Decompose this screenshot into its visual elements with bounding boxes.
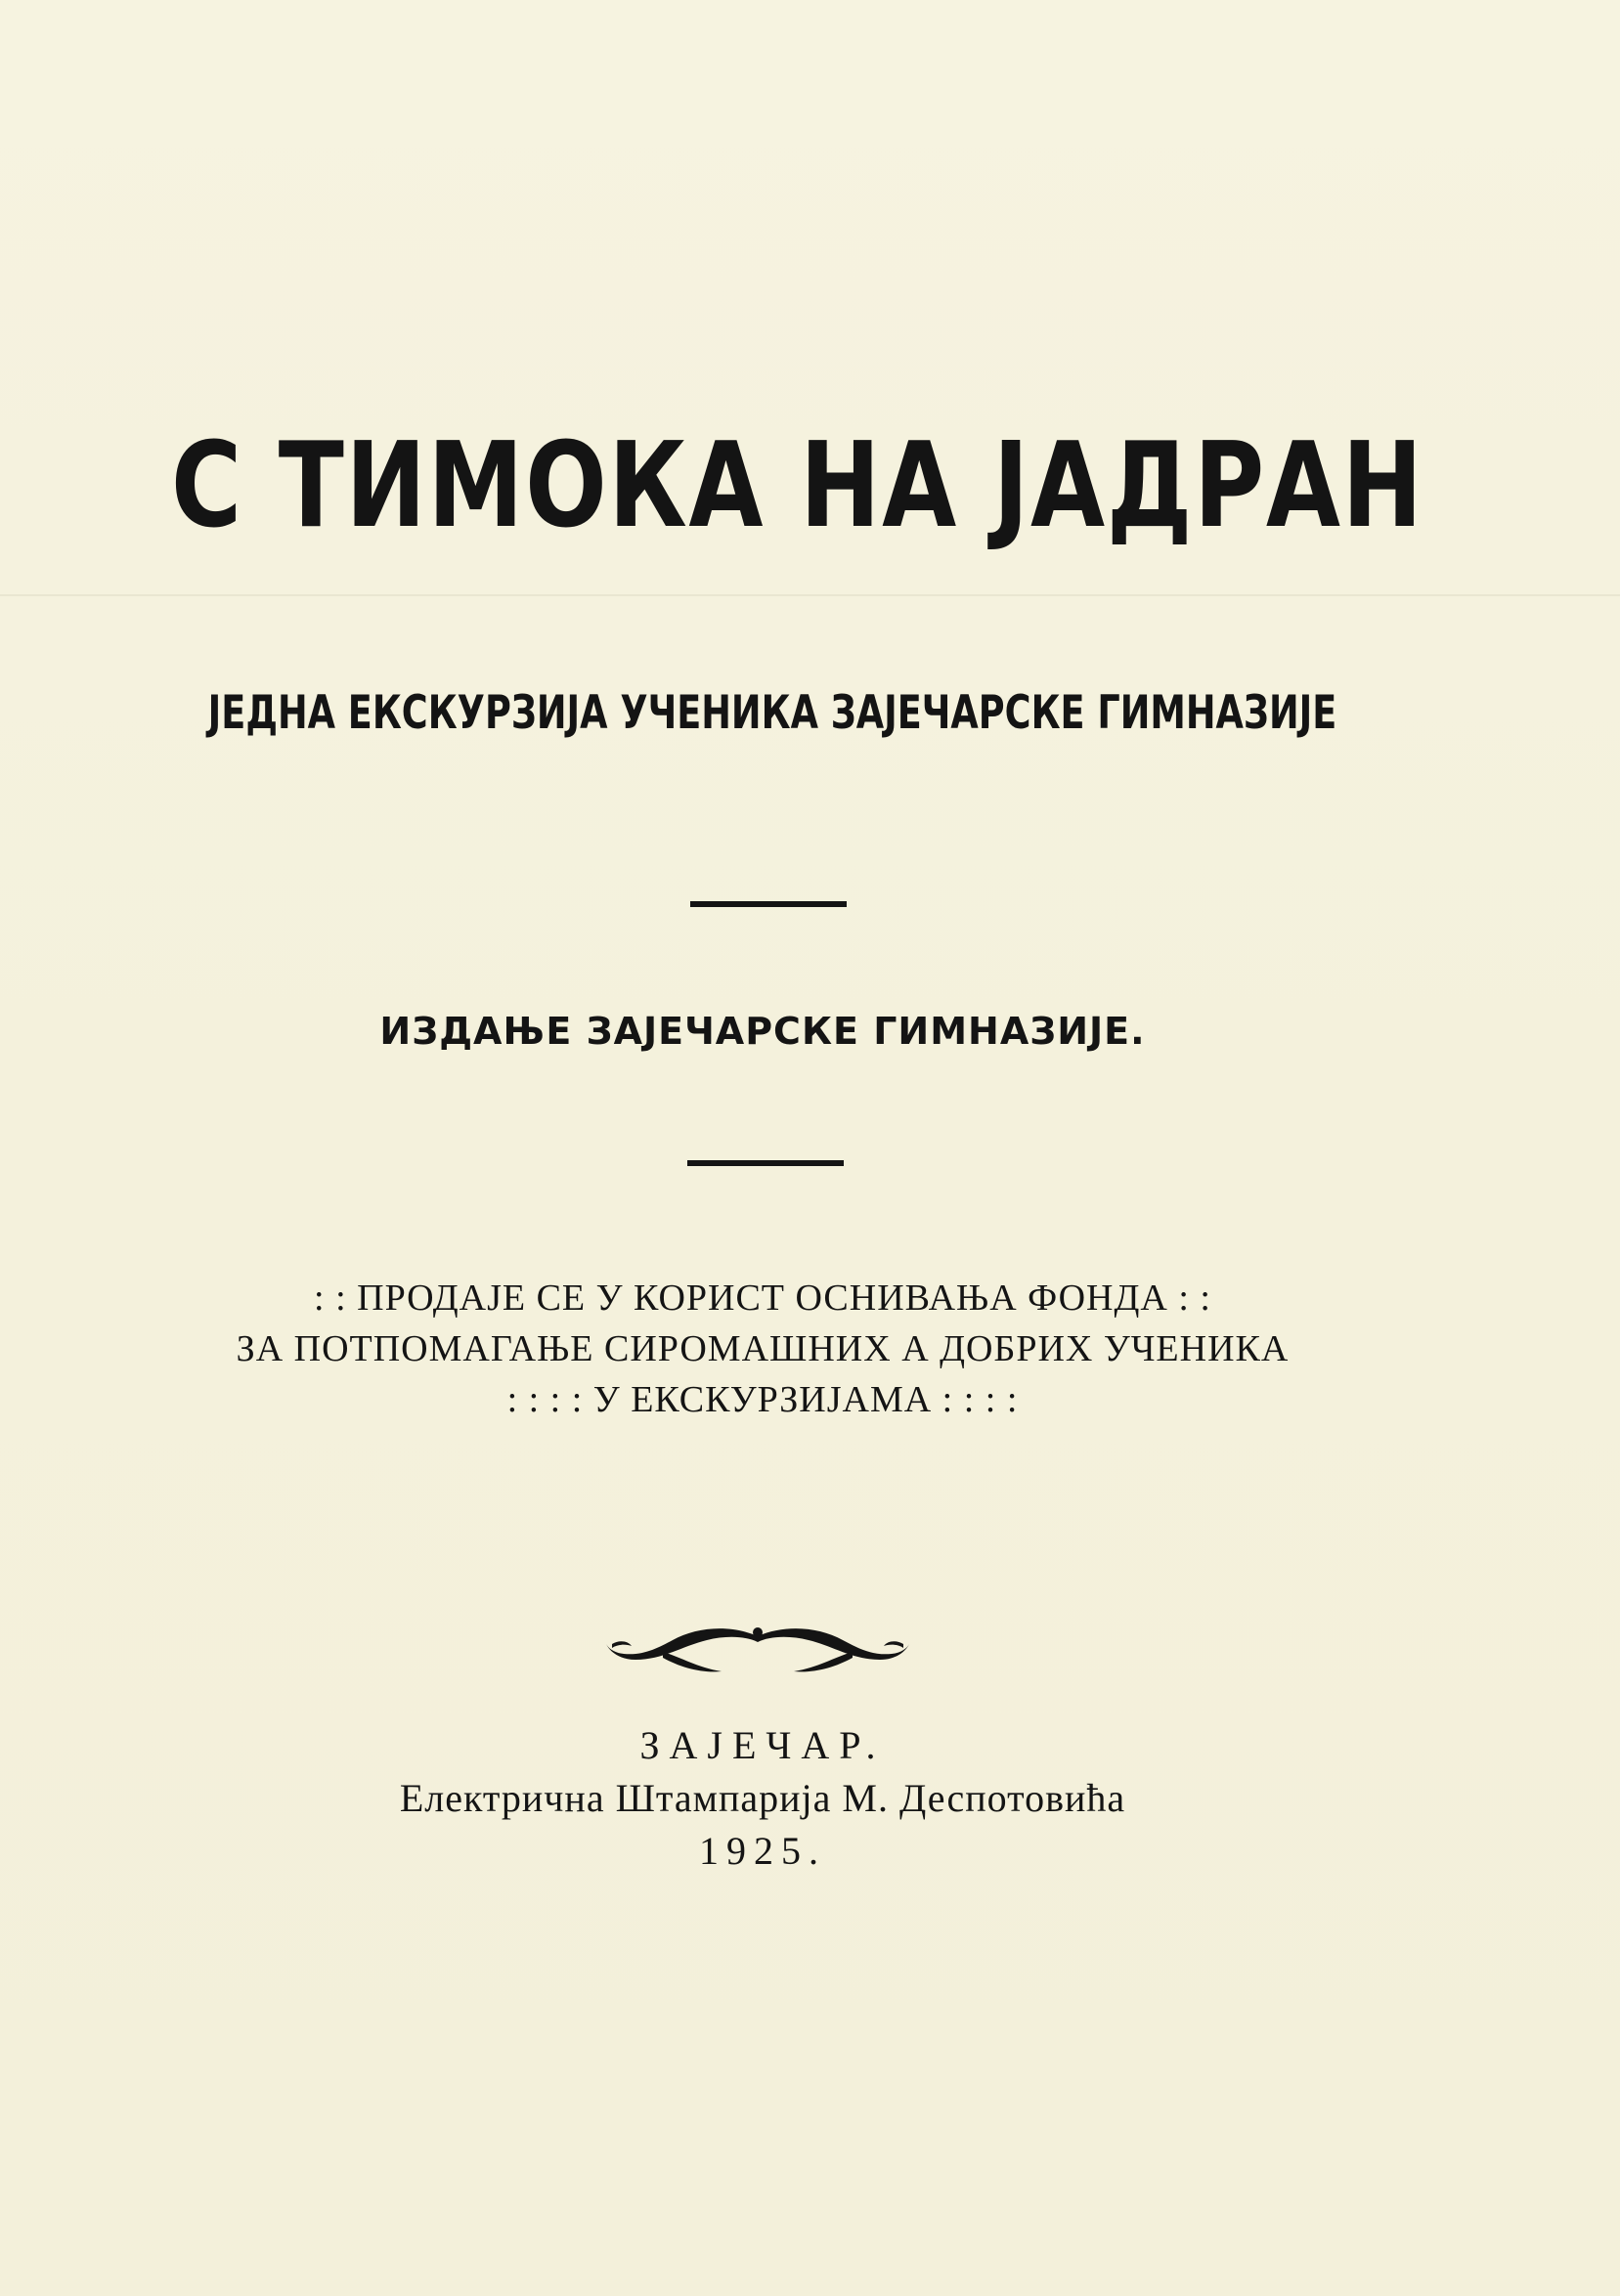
imprint-printer: Електрична Штампарија М. Деспотовића (399, 1776, 1126, 1820)
divider-rule (687, 1160, 844, 1166)
edition-statement: ИЗДАЊЕ ЗАЈЕЧАРСКЕ ГИМНАЗИЈЕ. (379, 1010, 1146, 1053)
floral-flourish-ornament (604, 1623, 911, 1677)
divider-rule (690, 901, 847, 907)
sale-notice-line: ЗА ПОТПОМАГАЊЕ СИРОМАШНИХ А ДОБРИХ УЧЕНИКА (236, 1328, 1290, 1369)
sale-notice (0, 1273, 1525, 1425)
imprint-year: 1925. (699, 1829, 826, 1873)
sale-notice-line: : : : : У ЕКСКУРЗИЈАМА : : : : (506, 1379, 1019, 1420)
imprint-city: ЗАЈЕЧАР. (639, 1723, 886, 1767)
sale-notice-line: : : ПРОДАЈЕ СЕ У КОРИСТ ОСНИВАЊА ФОНДА : : (314, 1278, 1211, 1319)
paper-fold-line (0, 594, 1620, 596)
book-subtitle: ЈЕДНА ЕКСКУРЗИЈА УЧЕНИКА ЗАЈЕЧАРСКЕ ГИМНАЗИЈЕ (207, 686, 1337, 740)
book-title: С ТИМОКА НА ЈАДРАН (171, 418, 1424, 554)
